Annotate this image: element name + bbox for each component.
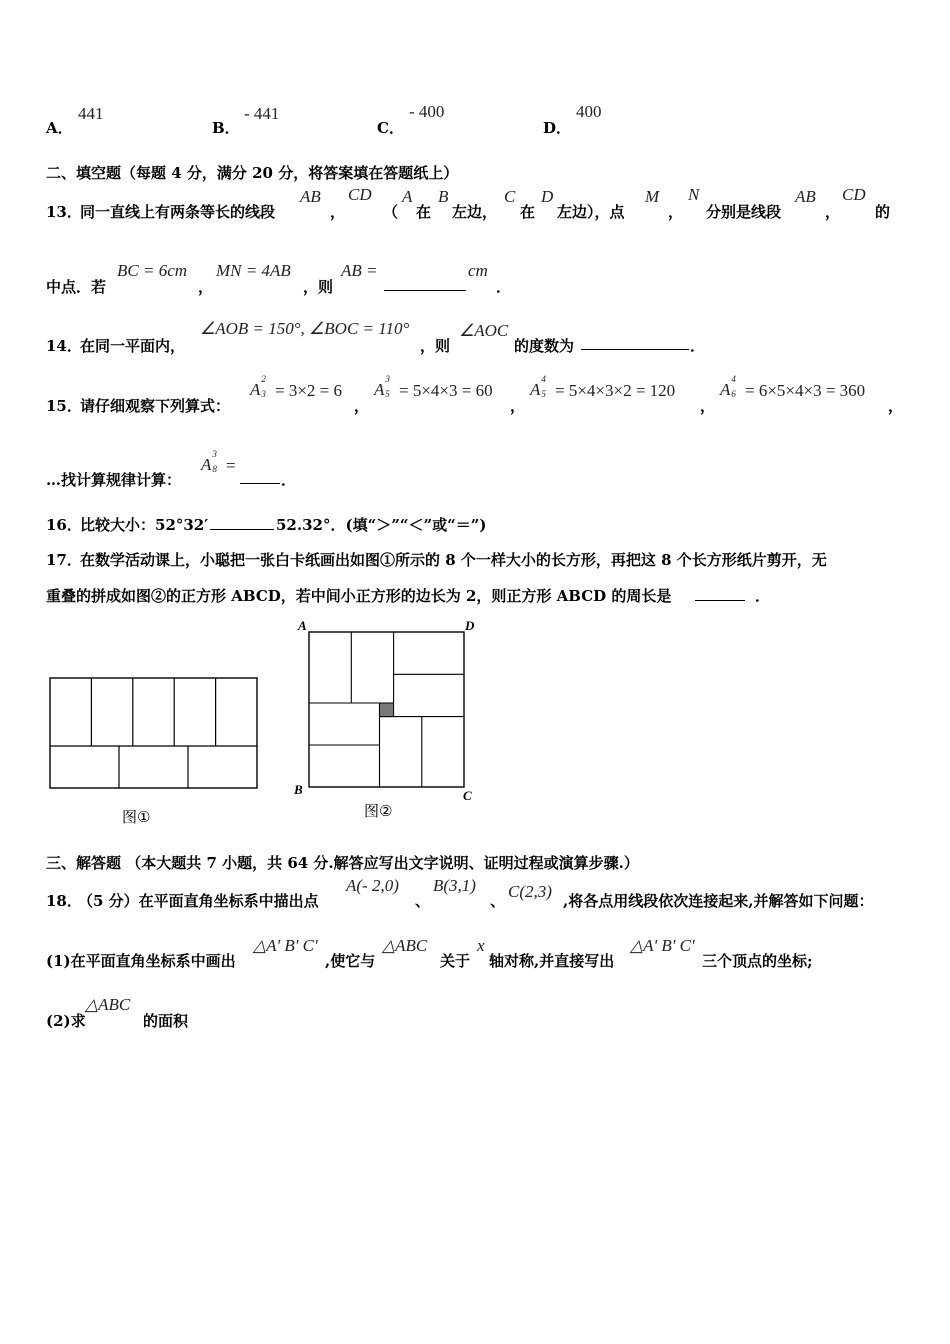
q18-point-a: A(- 2,0) bbox=[346, 876, 399, 895]
q15-a5-sub: 8 bbox=[212, 464, 217, 474]
figure-1-caption: 图① bbox=[122, 808, 151, 826]
q18-text1: （5 分）在平面直角坐标系中描出点 bbox=[78, 892, 319, 910]
q16-answer-blank[interactable] bbox=[210, 529, 274, 530]
q13-ab: AB bbox=[300, 187, 321, 206]
q13-ze: ，则 bbox=[303, 278, 334, 296]
q13-zai2: 在 bbox=[520, 203, 536, 221]
q13-zai: 在 bbox=[416, 203, 432, 221]
q15-sep3: ， bbox=[700, 397, 716, 415]
q15-a2-letter: A bbox=[374, 380, 385, 399]
option-c-value: - 400 bbox=[409, 102, 445, 121]
figure-2-square bbox=[305, 628, 469, 792]
section3-title: 三、解答题 （本大题共 7 小题，共 64 分.解答应写出文字说明、证明过程或演算步骤.） bbox=[46, 854, 639, 872]
q13-line2: 中点．若 bbox=[46, 278, 107, 296]
q16-number: 16． bbox=[46, 516, 82, 534]
q15-sep4: ， bbox=[888, 397, 904, 415]
q15-a3-sup: 4 bbox=[541, 374, 546, 384]
q15-text1: 请仔细观察下列算式： bbox=[80, 397, 231, 415]
q18-tri3: △A' B' C' bbox=[630, 936, 695, 955]
q13-ask: AB = bbox=[341, 261, 378, 280]
q14-expr: ∠AOB = 150°, ∠BOC = 110° bbox=[200, 319, 410, 338]
q15-a5-letter: A bbox=[201, 455, 212, 474]
q13-a: A bbox=[402, 187, 413, 206]
q14-text3: 的度数为 bbox=[514, 337, 575, 355]
q15-answer-blank[interactable] bbox=[240, 483, 280, 484]
q15-a2 bbox=[374, 374, 390, 400]
q13-n: N bbox=[688, 185, 700, 204]
q18-text2: ,将各点用线段依次连接起来,并解答如下问题： bbox=[563, 892, 874, 910]
q14-number: 14． bbox=[46, 337, 82, 355]
q15-line2: …找计算规律计算： bbox=[46, 471, 182, 489]
q16-text2: 52.32°．(填“＞”“＜”或“＝”) bbox=[276, 516, 487, 534]
q13-unit: cm bbox=[468, 261, 488, 280]
q13-comma4: ， bbox=[198, 278, 214, 296]
q14-answer-blank[interactable] bbox=[581, 349, 689, 350]
q15-a1-letter: A bbox=[250, 380, 261, 399]
fig2-label-d: D bbox=[465, 618, 475, 633]
q18-part1-a: (1)在平面直角坐标系中画出 bbox=[46, 952, 236, 970]
option-a-letter: A． bbox=[46, 119, 73, 137]
q18-point-c: C(2,3) bbox=[508, 882, 552, 901]
option-d-letter: D． bbox=[543, 119, 572, 137]
q13-zuobian: 左边， bbox=[452, 203, 498, 221]
q13-cd2: CD bbox=[842, 185, 866, 204]
option-b-letter: B． bbox=[212, 119, 240, 137]
q13-ab2: AB bbox=[795, 187, 816, 206]
q16-text1: 比较大小：52°32′ bbox=[80, 516, 209, 534]
q18-part1-e: 三个顶点的坐标; bbox=[702, 952, 813, 970]
q15-a2-sup: 3 bbox=[385, 374, 390, 384]
q18-part1-d: 轴对称,并直接写出 bbox=[489, 952, 615, 970]
q17-end: ． bbox=[755, 587, 771, 605]
figure-1-rectangles bbox=[48, 676, 260, 791]
q13-comma3: ， bbox=[825, 203, 841, 221]
q15-a4-sub: 6 bbox=[731, 389, 736, 399]
q15-expr4: = 6×5×4×3 = 360 bbox=[745, 381, 866, 400]
q13-comma: ， bbox=[330, 203, 346, 221]
q15-a4-sup: 4 bbox=[731, 374, 736, 384]
q15-a3-sub: 5 bbox=[541, 389, 546, 399]
q14-ask: ∠AOC bbox=[459, 321, 509, 340]
q15-a3-letter: A bbox=[530, 380, 541, 399]
q15-expr2: = 5×4×3 = 60 bbox=[399, 381, 493, 400]
q13-m: M bbox=[645, 187, 660, 206]
q15-end: ． bbox=[281, 471, 297, 489]
q18-point-b: B(3,1) bbox=[433, 876, 476, 895]
q15-sep2: ， bbox=[510, 397, 526, 415]
q13-paren: （ bbox=[383, 203, 399, 221]
q15-a5 bbox=[201, 449, 217, 475]
fig2-label-a: A bbox=[298, 618, 307, 633]
q13-cd: CD bbox=[348, 185, 372, 204]
fig2-label-b: B bbox=[294, 782, 303, 797]
q18-part2-b: 的面积 bbox=[143, 1012, 189, 1030]
q17-line2: 重叠的拼成如图②的正方形 ABCD，若中间小正方形的边长为 2，则正方形 ABCD 的周长是 bbox=[46, 587, 672, 605]
q14-end: ． bbox=[690, 337, 706, 355]
q15-a4 bbox=[720, 374, 736, 400]
q15-a4-letter: A bbox=[720, 380, 731, 399]
q15-sep1: ， bbox=[354, 397, 370, 415]
q17-answer-blank[interactable] bbox=[695, 600, 745, 601]
q18-number: 18． bbox=[46, 892, 82, 910]
q13-c: C bbox=[504, 187, 516, 206]
q14-text1: 在同一平面内， bbox=[80, 337, 186, 355]
q18-part2-a: (2)求 bbox=[46, 1012, 86, 1030]
figure-2-caption: 图② bbox=[364, 802, 393, 820]
q13-comma2: ， bbox=[668, 203, 684, 221]
q14-text2: ，则 bbox=[420, 337, 451, 355]
q15-a2-sub: 5 bbox=[385, 389, 390, 399]
q13-d: D bbox=[541, 187, 554, 206]
q18-tri4: △ABC bbox=[85, 995, 131, 1014]
q17-number: 17． bbox=[46, 551, 82, 569]
q18-part1-c: 关于 bbox=[440, 952, 471, 970]
q18-tri1: △A' B' C' bbox=[253, 936, 318, 955]
q15-a1 bbox=[250, 374, 266, 400]
q15-a3 bbox=[530, 374, 546, 400]
q13-cond1: BC = 6cm bbox=[117, 261, 188, 280]
q15-expr1: = 3×2 = 6 bbox=[275, 381, 343, 400]
q13-text2: 分别是线段 bbox=[706, 203, 782, 221]
q15-ask: = bbox=[226, 456, 236, 475]
option-a-value: 441 bbox=[78, 104, 104, 123]
q15-a1-sup: 2 bbox=[261, 374, 266, 384]
option-d-value: 400 bbox=[576, 102, 602, 121]
q13-text1: 同一直线上有两条等长的线段 bbox=[80, 203, 276, 221]
fig2-label-c: C bbox=[463, 788, 472, 803]
q13-zuobian2: 左边），点 bbox=[557, 203, 625, 221]
q13-cond2: MN = 4AB bbox=[216, 261, 291, 280]
q18-x: x bbox=[477, 936, 485, 955]
q18-dun2: 、 bbox=[490, 892, 506, 910]
q17-line1: 在数学活动课上，小聪把一张白卡纸画出如图①所示的 8 个一样大小的长方形，再把这 8 个长方形纸片剪开，无 bbox=[80, 551, 827, 569]
option-c-letter: C． bbox=[377, 119, 404, 137]
q18-part1-b: ,使它与 bbox=[325, 952, 376, 970]
q15-number: 15． bbox=[46, 397, 82, 415]
q18-dun: 、 bbox=[415, 892, 431, 910]
q15-a1-sub: 3 bbox=[261, 389, 266, 399]
option-b-value: - 441 bbox=[244, 104, 280, 123]
q13-answer-blank[interactable] bbox=[384, 290, 466, 291]
q15-expr3: = 5×4×3×2 = 120 bbox=[555, 381, 676, 400]
q13-end: ． bbox=[496, 278, 512, 296]
q13-b: B bbox=[438, 187, 449, 206]
q18-tri2: △ABC bbox=[382, 936, 428, 955]
fig1-outline bbox=[50, 678, 257, 788]
fig2-center-square bbox=[380, 703, 394, 717]
q13-de: 的 bbox=[875, 203, 891, 221]
q13-number: 13． bbox=[46, 203, 82, 221]
q15-a5-sup: 3 bbox=[212, 449, 217, 459]
section2-title: 二、填空题（每题 4 分，满分 20 分，将答案填在答题纸上） bbox=[46, 164, 459, 182]
